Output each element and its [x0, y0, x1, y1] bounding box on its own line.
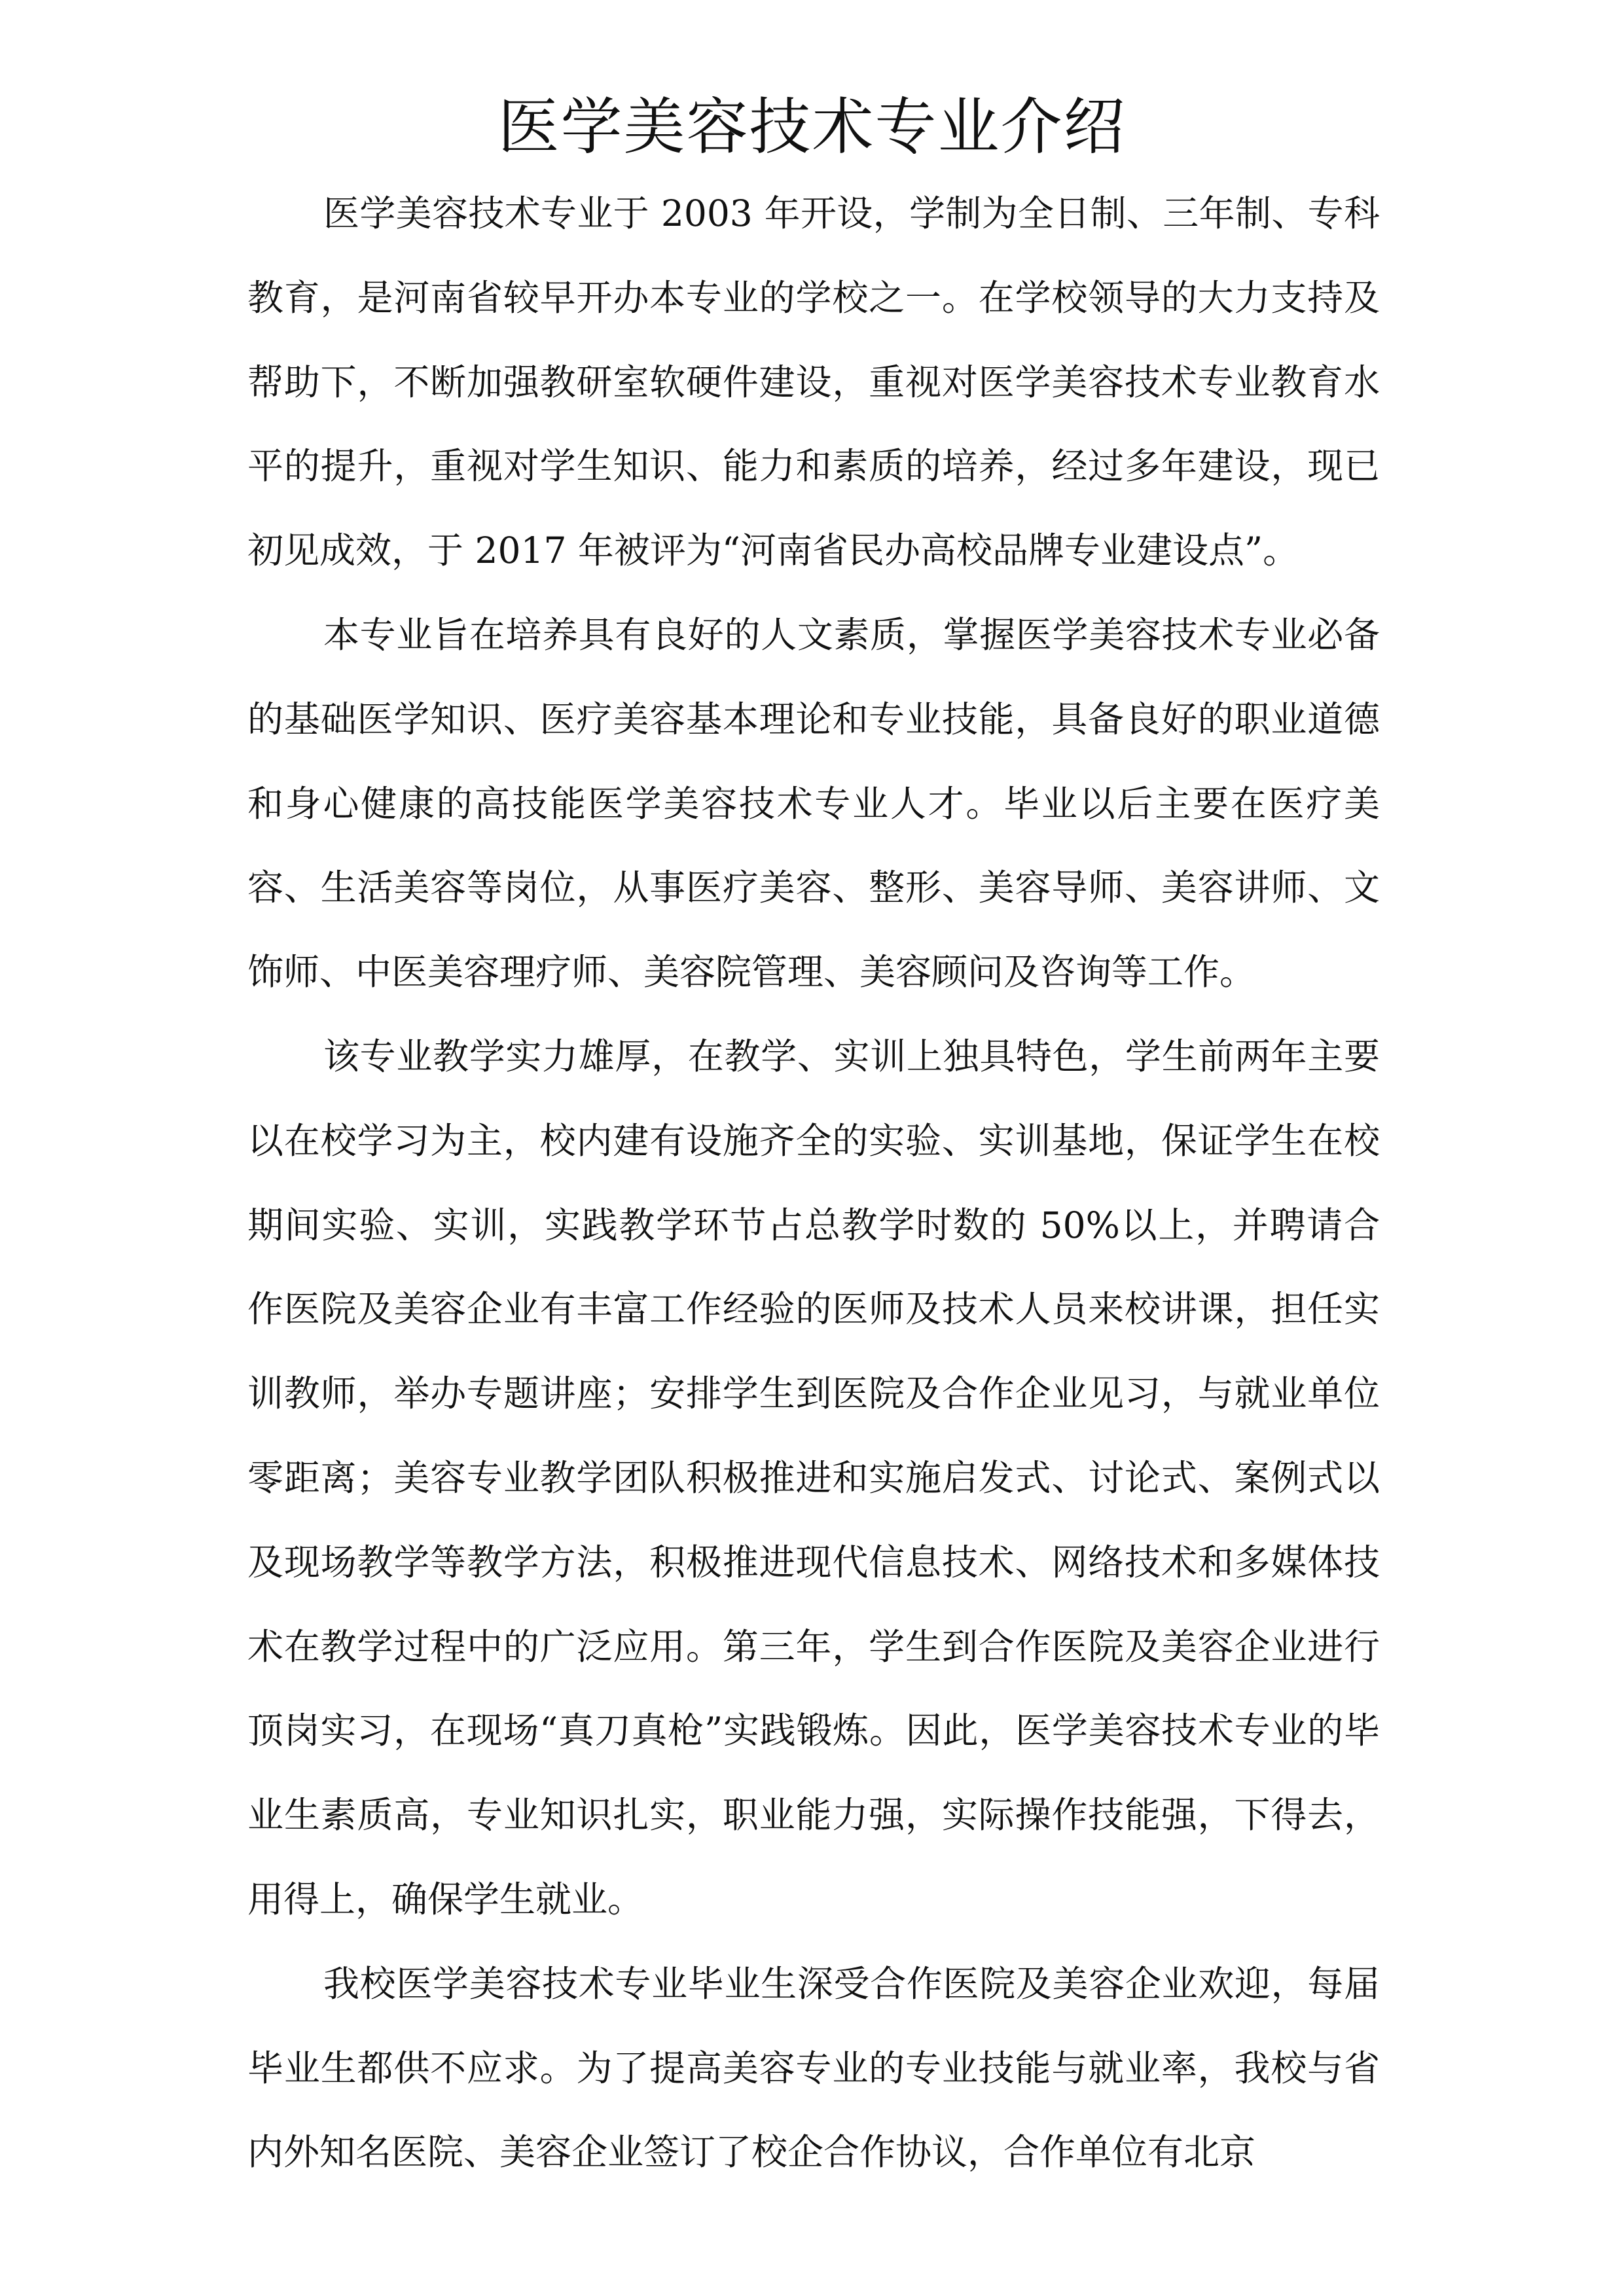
paragraph-training-goal: 本专业旨在培养具有良好的人文素质，掌握医学美容技术专业必备的基础医学知识、医疗美容基本理论和专业技能，具备良好的职业道德和身心健康的高技能医学美容技术专业人才。毕业以后主要在医疗美容、生活美容等岗位，从事医疗美容、整形、美容导师、美容讲师、文饰师、中医美容理疗师、美容院管理、美容顾问及咨询等工作。: [247, 613, 1380, 994]
paragraph-employment: 我校医学美容技术专业毕业生深受合作医院及美容企业欢迎，每届毕业生都供不应求。为了提高美容专业的专业技能与就业率，我校与省内外知名医院、美容企业签订了校企合作协议，合作单位有北京: [247, 1962, 1380, 2174]
paragraph-intro: 医学美容技术专业于 2003 年开设，学制为全日制、三年制、专科教育，是河南省较早开办本专业的学校之一。在学校领导的大力支持及帮助下，不断加强教研室软硬件建设，重视对医学美容技术专业教育水平的提升，重视对学生知识、能力和素质的培养，经过多年建设，现已初见成效，于 2017 年被评为“河南省民办高校品牌专业建设点”。: [247, 192, 1380, 572]
page-title: 医学美容技术专业介绍: [497, 92, 1127, 163]
document-body: [247, 171, 1380, 2195]
paragraph-teaching-strength: 该专业教学实力雄厚，在教学、实训上独具特色，学生前两年主要以在校学习为主，校内建有设施齐全的实验、实训基地，保证学生在校期间实验、实训，实践教学环节占总教学时数的 50%以上，并聘请合作医院及美容企业有丰富工作经验的医师及技术人员来校讲课，担任实训教师，举办专题讲座；安排学生到医院及合作企业见习，与就业单位零距离；美容专业教学团队积极推进和实施启发式、讨论式、案例式以及现场教学等教学方法，积极推进现代信息技术、网络技术和多媒体技术在教学过程中的广泛应用。第三年，学生到合作医院及美容企业进行顶岗实习，在现场“真刀真枪”实践锻炼。因此，医学美容技术专业的毕业生素质高，专业知识扎实，职业能力强，实际操作技能强，下得去，用得上，确保学生就业。: [247, 1035, 1380, 1920]
